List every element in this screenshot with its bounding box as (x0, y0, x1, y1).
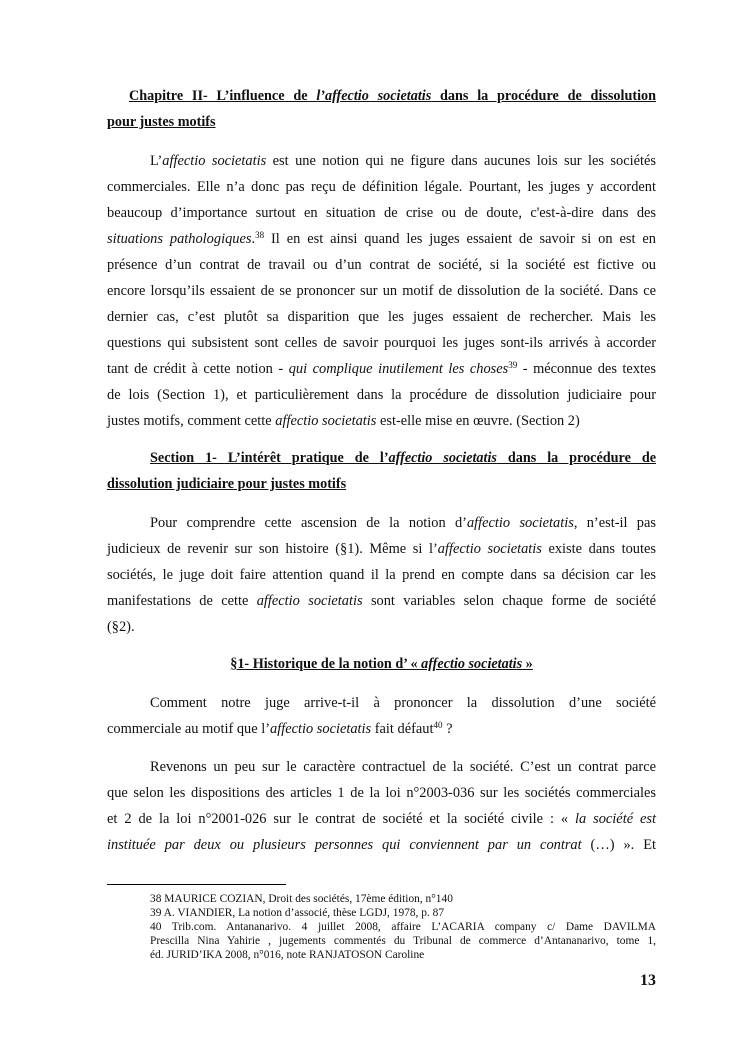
section-1-heading-line-1: Section 1- L’intérêt pratique de l’affectio societatis dans la procédure de (150, 450, 657, 466)
footnote-39: 39 A. VIANDIER, La notion d’associé, thèse LGDJ, 1978, p. 87 (150, 907, 445, 919)
intro-line-9: tant de crédit à cette notion - qui complique inutilement les choses$^{39}$ - méconnue des textes (107, 360, 657, 377)
footnote-ref-39: 39 (508, 360, 518, 370)
subsection-1-heading: §1- Historique de la notion d’ « affectio societatis » (230, 656, 533, 672)
para2-line-4: manifestations de cette affectio societatis sont variables selon chaque forme de société (107, 593, 656, 609)
para2-line-5: (§2). (107, 619, 135, 635)
footnote-ref-40: 40 (433, 720, 443, 730)
para2-line-1: Pour comprendre cette ascension de la notion d’affectio societatis, n’est-il pas (150, 515, 656, 531)
intro-line-11: justes motifs, comment cette affectio societatis est-elle mise en œuvre. (Section 2) (107, 413, 580, 429)
footnote-40-line-3: éd. JURID’IKA 2008, n°016, note RANJATOSON Caroline (150, 949, 425, 961)
intro-line-1: L’affectio societatis est une notion qui ne figure dans aucunes lois sur les sociétés (150, 153, 656, 169)
para4-line-1: Revenons un peu sur le caractère contractuel de la société. C’est un contrat parce (150, 759, 656, 775)
footnote-40-line-1: 40 Trib.com. Antananarivo. 4 juillet 2008, affaire L’ACARIA company c/ Dame DAVILMA (150, 921, 656, 933)
page-number: 13 (640, 972, 656, 989)
intro-line-4: situations pathologiques.$^{38}$ Il en est ainsi quand les juges essaient de savoir si on est en (107, 230, 656, 247)
intro-line-7: dernier cas, c’est plutôt sa disparition que les juges essaient de rechercher. Mais les (107, 309, 656, 325)
para3-line-1: Comment notre juge arrive-t-il à prononcer la dissolution d’une société (150, 695, 656, 711)
chapter-heading-line-1: Chapitre II- L’influence de l’affectio societatis dans la procédure de dissolution (129, 88, 657, 104)
footnote-ref-38: 38 (255, 230, 265, 240)
intro-line-10: de lois (Section 1), et particulièrement dans la procédure de dissolution judiciaire pour (107, 387, 656, 403)
intro-line-2: commerciales. Elle n’a donc pas reçu de définition légale. Pourtant, les juges y accordent (107, 179, 656, 195)
para4-line-2: que selon les dispositions des articles 1 de la loi n°2003-036 sur les sociétés commerciales (107, 785, 656, 801)
section-1-heading-line-2: dissolution judiciaire pour justes motifs (107, 476, 347, 492)
intro-line-5: présence d’un contrat de travail ou d’un contrat de société, si la société est fictive ou (107, 257, 656, 273)
para4-line-3: et 2 de la loi n°2001-026 sur le contrat de société et la société civile : « la société est (107, 811, 656, 827)
footnote-40-line-2: Prescilla Nina Yahirie , jugements commentés du Tribunal de commerce d’Antananarivo, tome 1, (150, 935, 656, 947)
chapter-heading-line-2: pour justes motifs (107, 114, 216, 130)
footnote-38: 38 MAURICE COZIAN, Droit des sociétés, 17ème édition, n°140 (150, 893, 453, 905)
para3-line-2: commerciale au motif que l’affectio societatis fait défaut$^{40}$ ? (107, 720, 453, 737)
intro-line-6: encore lorsqu’ils essaient de se prononcer sur un motif de dissolution de la société. Dans ce (107, 283, 656, 299)
para4-line-4: instituée par deux ou plusieurs personnes qui conviennent par un contrat (…) ». Et (107, 837, 656, 853)
intro-line-8: questions qui subsistent sont celles de savoir pourquoi les juges sont-ils arrivés à accorder (107, 335, 656, 351)
footnote-separator (107, 884, 286, 885)
para2-line-3: sociétés, le juge doit faire attention quand il la prend en compte dans sa décision car les (107, 567, 656, 583)
intro-line-3: beaucoup d’importance surtout en situation de crise ou de doute, c'est-à-dire dans des (107, 205, 656, 221)
para2-line-2: judicieux de revenir sur son histoire (§1). Même si l’affectio societatis existe dans toutes (107, 541, 656, 557)
